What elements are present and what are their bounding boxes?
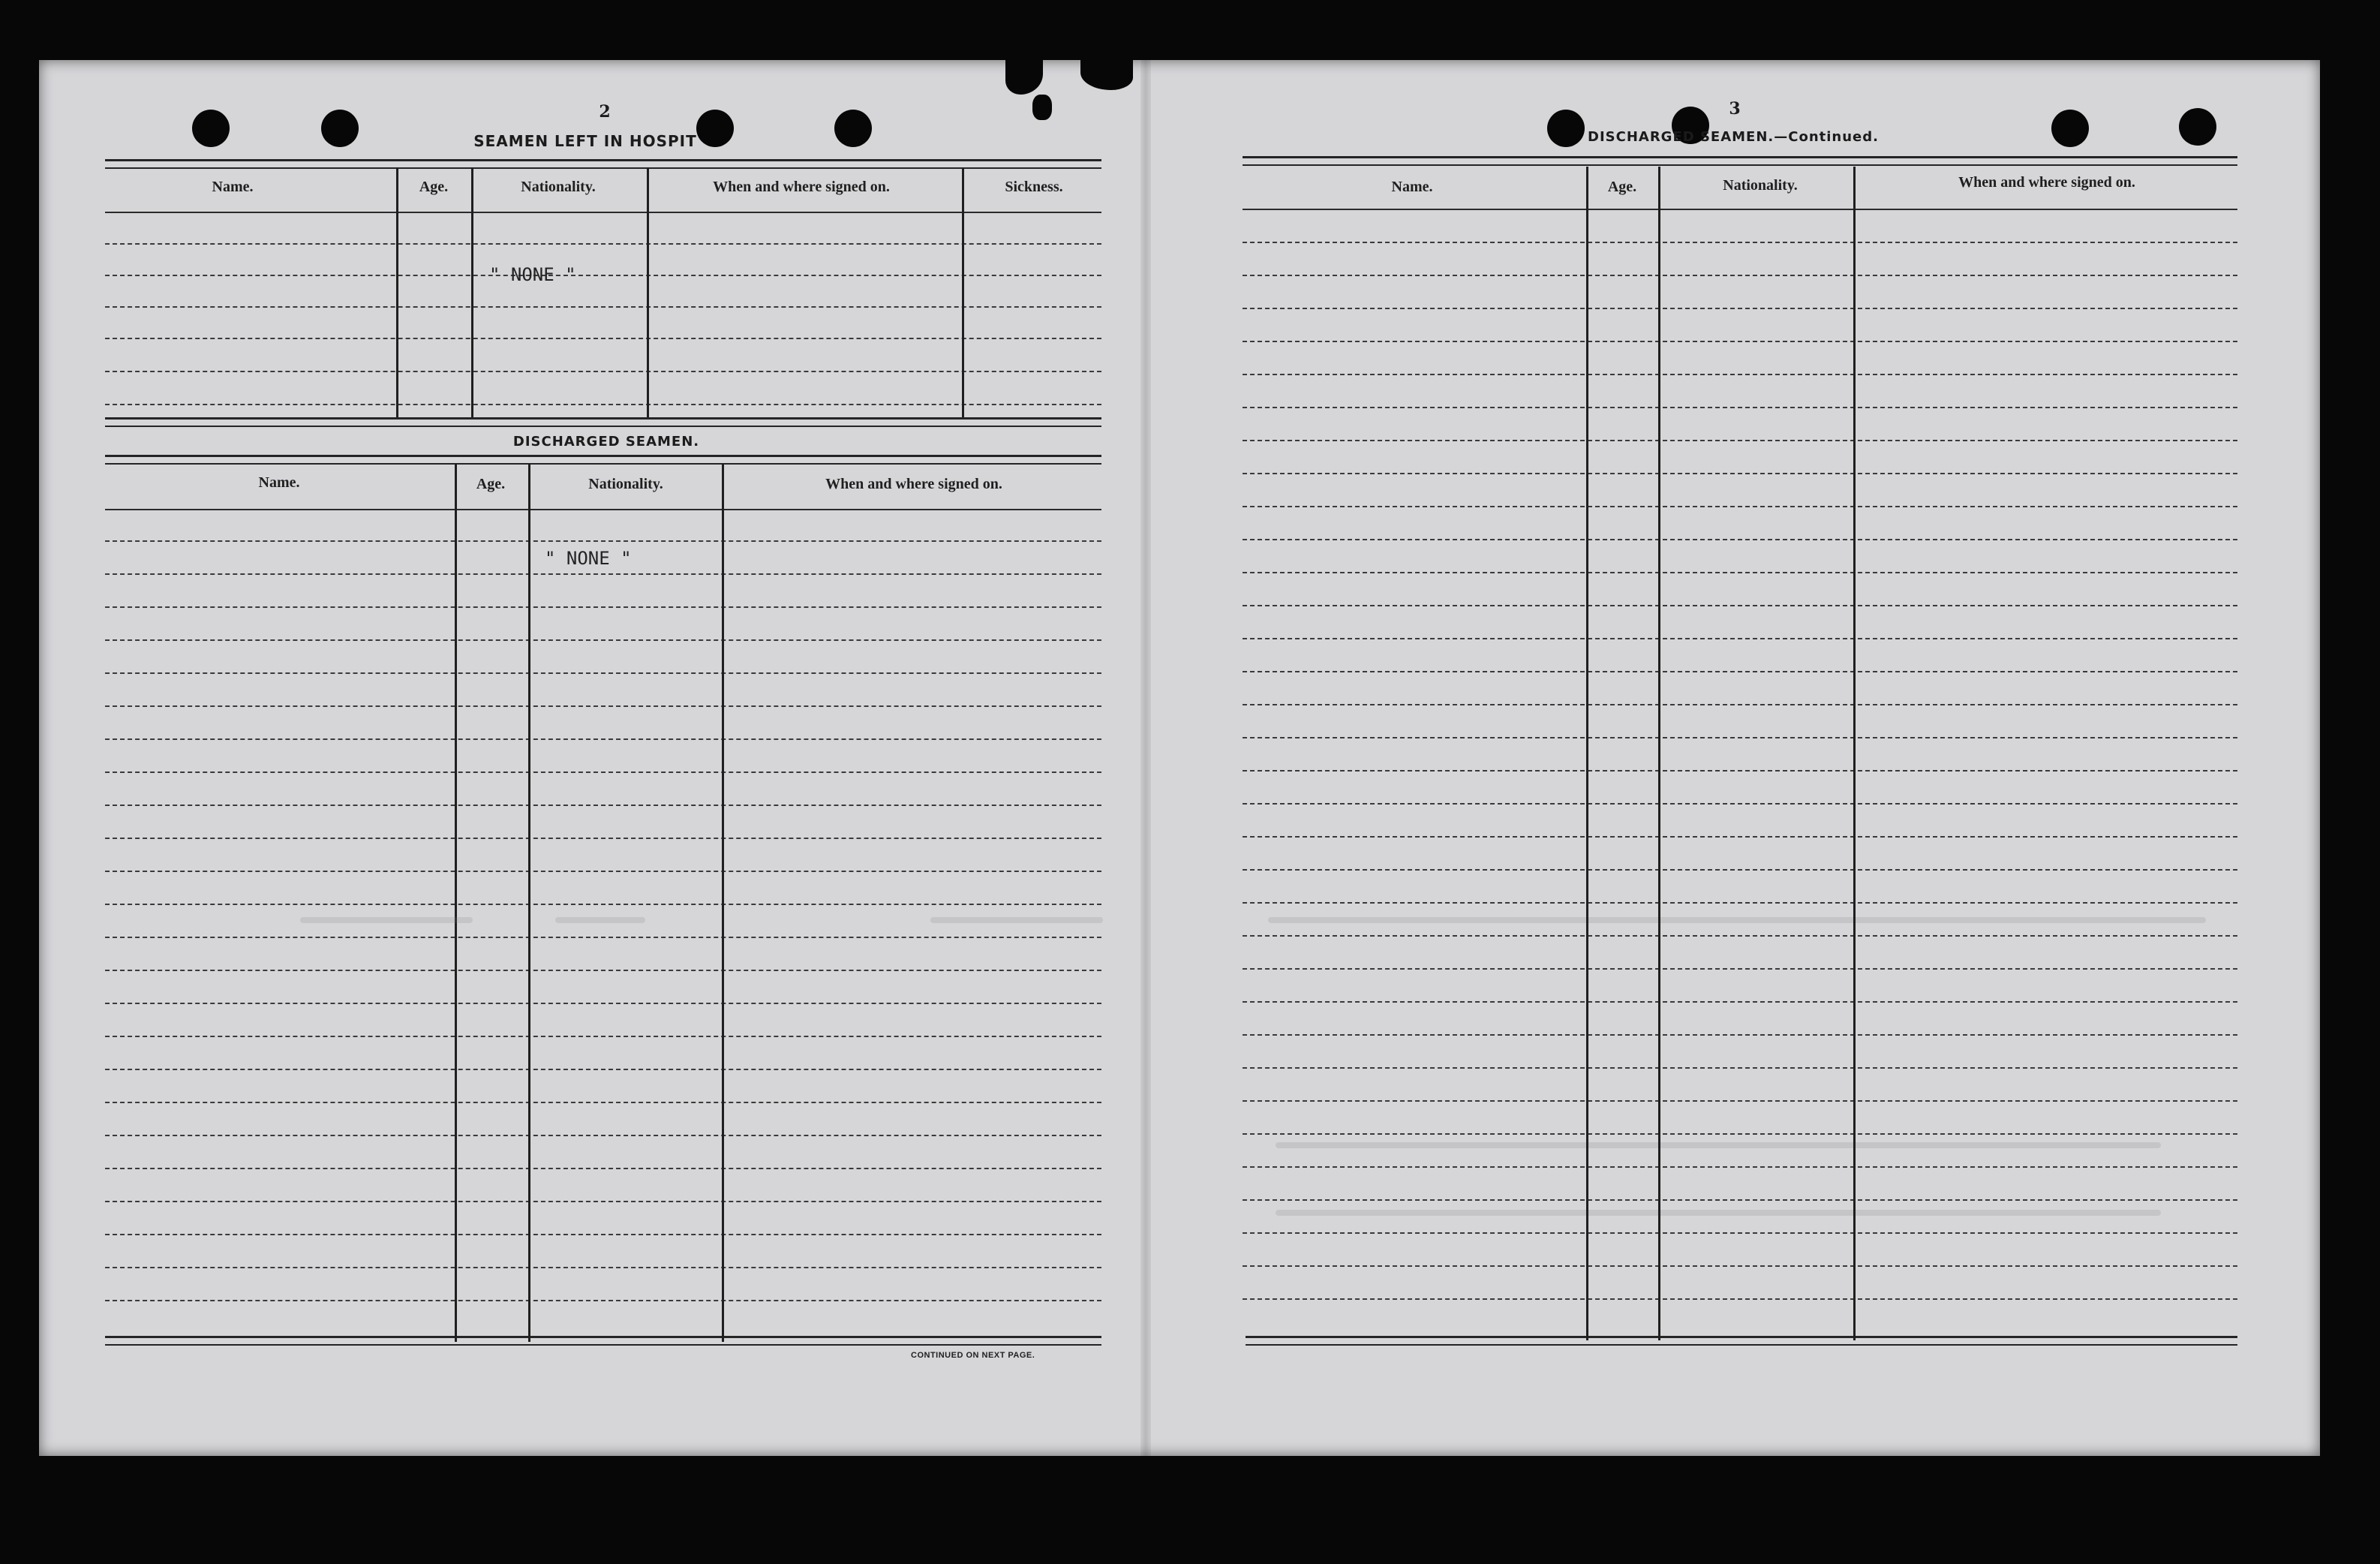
ruled-line [1243,968,2237,970]
page-number: 2 [599,102,611,122]
punch-hole [2179,108,2216,146]
ruled-line [1243,308,2237,309]
ruled-line [1243,1265,2237,1267]
ruled-line [105,1267,1101,1268]
discharged-continued-title: DISCHARGED SEAMEN.—Continued. [1588,129,1879,145]
column-divider [962,168,964,419]
bleed-through [555,917,645,923]
ruled-line [1243,1166,2237,1168]
column-header-name: Name. [212,179,254,195]
bleed-through [930,917,1103,923]
ruled-line [105,1036,1101,1037]
punch-hole [1547,110,1585,147]
punch-hole [321,110,359,147]
discharged-section-title: DISCHARGED SEAMEN. [512,434,700,450]
ruled-line [1243,1034,2237,1036]
column-header-age: Age. [1607,179,1637,195]
ruled-line [105,371,1101,372]
column-divider [471,168,473,419]
ruled-line [1243,1001,2237,1003]
document-sheet [39,60,2320,1456]
ruled-line [1243,275,2237,276]
ruled-line [1243,638,2237,639]
ruled-line [1243,374,2237,375]
header-rule [105,509,1101,510]
column-header-nationality: Nationality. [521,179,596,195]
header-rule [1243,209,2237,210]
ruled-line [105,838,1101,839]
bleed-through [1268,917,2206,923]
ruled-line [105,1069,1101,1070]
ruled-line [1243,935,2237,937]
punch-hole [696,110,734,147]
column-header-signed-on: When and where signed on. [713,179,890,195]
ruled-line [1243,1067,2237,1069]
column-divider [1658,167,1660,1340]
ruled-line [105,771,1101,773]
ruled-line [1243,704,2237,705]
column-header-sickness: Sickness. [1005,179,1063,195]
ruled-line [1243,671,2237,672]
ruled-line [105,306,1101,308]
hospital-section-title: SEAMEN LEFT IN HOSPIT [473,132,697,150]
ruled-line [1243,506,2237,507]
bottom-rule [1246,1336,2237,1346]
continued-note: CONTINUED ON NEXT PAGE. [911,1351,1035,1360]
ruled-line [1243,737,2237,738]
ruled-line [1243,836,2237,838]
ruled-line [105,573,1101,575]
ruled-line [105,338,1101,339]
column-header-age: Age. [476,476,506,492]
ruled-line [105,805,1101,806]
ruled-line [1243,770,2237,771]
title-rule [105,159,1101,169]
ruled-line [105,937,1101,938]
ruled-line [1243,1100,2237,1102]
page-fold [1140,60,1151,1456]
header-rule [105,212,1101,213]
column-header-name: Name. [1391,179,1433,195]
ruled-line [105,404,1101,405]
ruled-line [105,672,1101,674]
ruled-line [105,639,1101,641]
ruled-line [1243,473,2237,474]
column-divider [1586,167,1588,1340]
column-header-signed-on: When and where signed on. [1958,174,2135,191]
column-header-signed-on: When and where signed on. [825,476,1002,492]
ruled-line [1243,407,2237,408]
column-header-nationality: Nationality. [1723,177,1798,194]
ruled-line [105,275,1101,276]
punch-hole [834,110,872,147]
ruled-line [1243,341,2237,342]
bleed-through [1276,1210,2161,1216]
title-rule [1243,156,2237,166]
ruled-line [105,1234,1101,1235]
punch-hole [192,110,230,147]
ruled-line [105,705,1101,707]
ruled-line [1243,440,2237,441]
paper-tear [1032,95,1052,120]
ruled-line [105,540,1101,542]
column-divider [455,464,457,1342]
ruled-line [1243,1199,2237,1201]
ruled-line [105,1300,1101,1301]
ruled-line [105,1201,1101,1202]
ruled-line [1243,605,2237,606]
bottom-rule [105,1336,1101,1346]
ruled-line [1243,242,2237,243]
column-divider [647,168,649,419]
ruled-line [1243,1232,2237,1234]
ruled-line [1243,1133,2237,1135]
bleed-through [1276,1142,2161,1148]
ruled-line [1243,869,2237,871]
page-number: 3 [1729,99,1741,119]
ruled-line [105,606,1101,608]
column-divider [396,168,398,419]
ruled-line [105,1168,1101,1169]
ruled-line [105,1102,1101,1103]
bleed-through [300,917,473,923]
ruled-line [105,871,1101,872]
column-header-age: Age. [419,179,449,195]
punch-hole [2051,110,2089,147]
ruled-line [105,243,1101,245]
typed-entry-none: " NONE " [489,264,576,285]
ruled-line [1243,803,2237,805]
title-rule [105,455,1101,465]
column-header-nationality: Nationality. [588,476,663,492]
ruled-line [1243,572,2237,573]
column-divider [722,464,724,1342]
section-rule [105,417,1101,427]
ruled-line [105,1003,1101,1004]
column-divider [1853,167,1856,1340]
ruled-line [105,904,1101,905]
ruled-line [105,970,1101,971]
ruled-line [1243,1298,2237,1300]
column-divider [528,464,530,1342]
ruled-line [1243,902,2237,904]
ruled-line [1243,539,2237,540]
ruled-line [105,1135,1101,1136]
ruled-line [105,738,1101,740]
column-header-name: Name. [258,474,300,491]
typed-entry-none: " NONE " [545,548,632,569]
